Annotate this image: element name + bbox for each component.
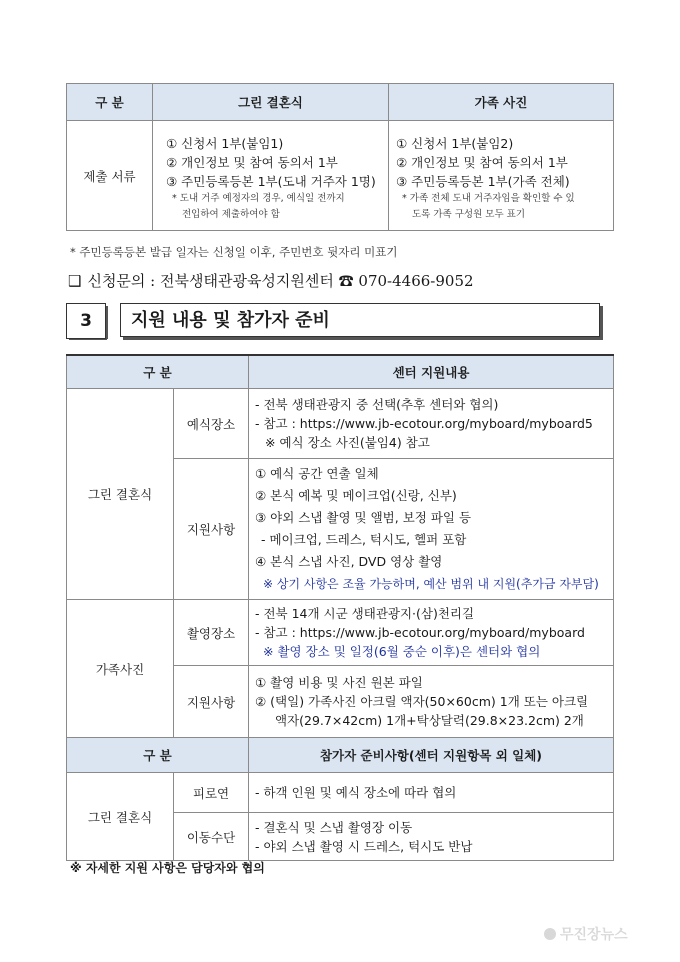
submission-table bbox=[66, 83, 614, 231]
text-line: ① 예식 공간 연출 일체 bbox=[255, 466, 379, 481]
label-shoot-location: 촬영장소 bbox=[174, 600, 249, 666]
bottom-note: ※ 자세한 지원 사항은 담당자와 협의 bbox=[70, 861, 265, 875]
list-item: ② 개인정보 및 참여 동의서 1부 bbox=[396, 155, 568, 170]
text-line: - 결혼식 및 스냅 촬영장 이동 bbox=[255, 819, 413, 835]
shoot-cell bbox=[249, 600, 614, 666]
row-label-documents: 제출 서류 bbox=[67, 121, 153, 231]
support-cell bbox=[249, 459, 614, 600]
text-line: - 메이크업, 드레스, 턱시도, 헬퍼 포함 bbox=[261, 532, 467, 547]
section-number: 3 bbox=[66, 303, 106, 339]
label-support: 지원사항 bbox=[174, 459, 249, 600]
group-family-photo: 가족사진 bbox=[67, 600, 174, 738]
inquiry-line bbox=[68, 270, 474, 291]
group-green-wedding-2: 그린 결혼식 bbox=[67, 773, 174, 861]
watermark-logo: 무진장뉴스 bbox=[544, 924, 628, 944]
inquiry-text: 신청문의 : 전북생태관광육성지원센터 ☎ 070-4466-9052 bbox=[87, 272, 474, 290]
reception-cell: - 하객 인원 및 예식 장소에 따라 협의 bbox=[249, 773, 614, 813]
text-line: - 야외 스냅 촬영 시 드레스, 턱시도 반납 bbox=[255, 838, 473, 854]
venue-cell bbox=[249, 389, 614, 459]
list-item: ③ 주민등록등본 1부(가족 전체) bbox=[396, 174, 570, 189]
section-header bbox=[66, 303, 612, 339]
text-line: - 전북 생태관광지 중 선택(추후 센터와 협의) bbox=[255, 397, 499, 412]
header-category: 구 분 bbox=[67, 84, 153, 121]
text-line: 액자(29.7×42cm) 1개+탁상달력(29.8×23.2cm) 2개 bbox=[275, 713, 584, 728]
list-item: ① 신청서 1부(붙임2) bbox=[396, 136, 514, 151]
family-docs-cell bbox=[389, 121, 614, 231]
label-family-support: 지원사항 bbox=[174, 666, 249, 738]
green-docs-cell bbox=[153, 121, 389, 231]
support-note: ※ 상기 사항은 조율 가능하며, 예산 범위 내 지원(추가금 자부담) bbox=[263, 577, 599, 591]
shoot-note: ※ 촬영 장소 및 일정(6월 중순 이후)은 센터와 협의 bbox=[263, 644, 541, 659]
section-title: 지원 내용 및 참가자 준비 bbox=[120, 303, 600, 337]
footnote: * 주민등록등본 발급 일자는 신청일 이후, 주민번호 뒷자리 미표기 bbox=[70, 245, 398, 259]
support-table bbox=[66, 354, 614, 861]
group-green-wedding: 그린 결혼식 bbox=[67, 389, 174, 600]
text-line: - 전북 14개 시군 생태관광지·(삼)천리길 bbox=[255, 606, 475, 621]
text-line: ② (택일) 가족사진 아크릴 액자(50×60cm) 1개 또는 아크릴 bbox=[255, 694, 589, 709]
list-item: ② 개인정보 및 참여 동의서 1부 bbox=[166, 155, 338, 170]
text-line: ① 촬영 비용 및 사진 원본 파일 bbox=[255, 675, 423, 690]
text-line: ② 본식 예복 및 메이크업(신랑, 신부) bbox=[255, 488, 457, 503]
header-category-2: 구 분 bbox=[67, 738, 249, 773]
header-center-support: 센터 지원내용 bbox=[249, 355, 614, 389]
text-line: ④ 본식 스냅 사진, DVD 영상 촬영 bbox=[255, 554, 443, 569]
text-line: - 참고 : https://www.jb-ecotour.org/myboard/myboard bbox=[255, 625, 585, 640]
note-line: 전입하여 제출하여야 함 bbox=[182, 209, 280, 220]
watermark-icon bbox=[544, 928, 556, 940]
note-line: * 도내 거주 예정자의 경우, 예식일 전까지 bbox=[172, 193, 345, 204]
note-line: * 가족 전체 도내 거주자임을 확인할 수 있 bbox=[402, 193, 575, 204]
list-item: ① 신청서 1부(붙임1) bbox=[166, 136, 284, 151]
header-green-wedding: 그린 결혼식 bbox=[153, 84, 389, 121]
checkbox-bullet-icon: ❑ bbox=[68, 272, 82, 290]
header-family-photo: 가족 사진 bbox=[389, 84, 614, 121]
header-category: 구 분 bbox=[67, 355, 249, 389]
header-participant-prep: 참가자 준비사항(센터 지원항목 외 일체) bbox=[249, 738, 614, 773]
list-item: ③ 주민등록등본 1부(도내 거주자 1명) bbox=[166, 174, 376, 189]
text-line: ※ 예식 장소 사진(붙임4) 참고 bbox=[265, 435, 430, 450]
text-line: - 참고 : https://www.jb-ecotour.org/myboard/myboard5 bbox=[255, 416, 593, 431]
label-venue: 예식장소 bbox=[174, 389, 249, 459]
label-transport: 이동수단 bbox=[174, 813, 249, 861]
family-support-cell bbox=[249, 666, 614, 738]
text-line: ③ 야외 스냅 촬영 및 앨범, 보정 파일 등 bbox=[255, 510, 472, 525]
transport-cell bbox=[249, 813, 614, 861]
note-line: 도록 가족 구성원 모두 표기 bbox=[412, 209, 526, 220]
label-reception: 피로연 bbox=[174, 773, 249, 813]
